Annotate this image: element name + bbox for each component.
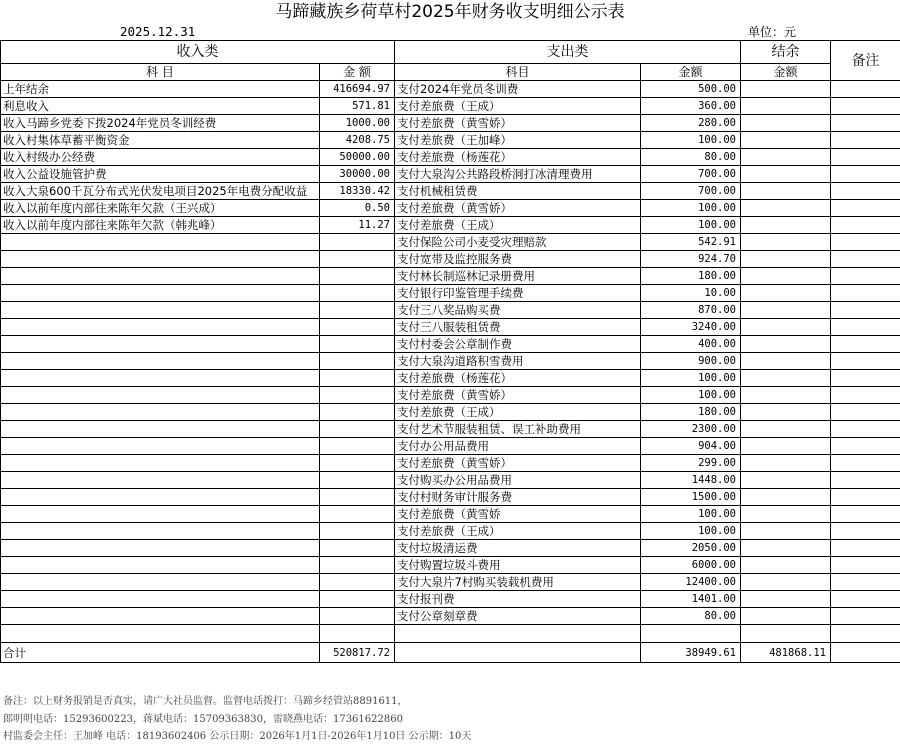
expense-subject-cell: 支付2024年党员冬训费 bbox=[395, 81, 641, 98]
income-amount-cell bbox=[320, 353, 395, 370]
income-amount-cell bbox=[320, 404, 395, 421]
income-subject-cell: 利息收入 bbox=[1, 98, 320, 115]
remark-cell bbox=[831, 438, 900, 455]
income-subject-cell bbox=[1, 574, 320, 591]
income-subject-cell bbox=[1, 421, 320, 438]
expense-subject-cell: 支付差旅费（王成） bbox=[395, 217, 641, 234]
balance-amount-header: 金额 bbox=[741, 64, 831, 81]
income-subject-cell: 收入马蹄乡党委下拨2024年党员冬训经费 bbox=[1, 115, 320, 132]
remark-cell bbox=[831, 353, 900, 370]
income-amount-cell bbox=[320, 336, 395, 353]
table-row bbox=[1, 438, 900, 455]
finance-table-body bbox=[1, 41, 900, 663]
remark-cell bbox=[831, 268, 900, 285]
balance-amount-cell bbox=[741, 455, 831, 472]
remark-cell bbox=[831, 540, 900, 557]
income-amount-cell: 0.50 bbox=[320, 200, 395, 217]
table-row bbox=[1, 506, 900, 523]
remark-cell bbox=[831, 591, 900, 608]
balance-amount-cell bbox=[741, 353, 831, 370]
income-subject-cell bbox=[1, 540, 320, 557]
remark-cell bbox=[831, 81, 900, 98]
table-row bbox=[1, 183, 900, 200]
remark-cell bbox=[831, 574, 900, 591]
empty-cell bbox=[641, 625, 741, 643]
remark-cell bbox=[831, 370, 900, 387]
remark-cell bbox=[831, 200, 900, 217]
expense-amount-cell: 100.00 bbox=[641, 217, 741, 234]
income-amount-cell bbox=[320, 370, 395, 387]
expense-subject-cell: 支付差旅费（黄雪娇） bbox=[395, 455, 641, 472]
expense-subject-cell: 支付差旅费（黄雪娇） bbox=[395, 387, 641, 404]
income-amount-cell bbox=[320, 506, 395, 523]
total-label: 合计 bbox=[1, 643, 320, 663]
table-row bbox=[1, 98, 900, 115]
balance-amount-cell bbox=[741, 540, 831, 557]
income-subject-cell bbox=[1, 234, 320, 251]
table-row bbox=[1, 557, 900, 574]
remark-cell bbox=[831, 234, 900, 251]
table-row bbox=[1, 489, 900, 506]
expense-subject-cell: 支付差旅费（王加峰） bbox=[395, 132, 641, 149]
income-subject-cell bbox=[1, 319, 320, 336]
page-title: 马蹄藏族乡荷草村2025年财务收支明细公示表 bbox=[275, 2, 625, 22]
expense-subject-cell: 支付差旅费（黄雪娇 bbox=[395, 506, 641, 523]
income-amount-cell bbox=[320, 234, 395, 251]
table-row bbox=[1, 268, 900, 285]
balance-amount-cell bbox=[741, 574, 831, 591]
remark-cell bbox=[831, 336, 900, 353]
income-subject-cell bbox=[1, 455, 320, 472]
income-subject-cell: 收入以前年度内部往来陈年欠款（王兴成） bbox=[1, 200, 320, 217]
income-amount-cell bbox=[320, 438, 395, 455]
balance-amount-cell bbox=[741, 472, 831, 489]
balance-amount-cell bbox=[741, 234, 831, 251]
remark-cell bbox=[831, 506, 900, 523]
income-subject-cell: 上年结余 bbox=[1, 81, 320, 98]
table-row bbox=[1, 302, 900, 319]
expense-amount-cell: 100.00 bbox=[641, 200, 741, 217]
income-subject-cell bbox=[1, 472, 320, 489]
remark-cell bbox=[831, 217, 900, 234]
income-subject-cell: 收入以前年度内部往来陈年欠款（韩兆峰） bbox=[1, 217, 320, 234]
table-row bbox=[1, 217, 900, 234]
income-subject-cell bbox=[1, 489, 320, 506]
table-row bbox=[1, 591, 900, 608]
expense-amount-cell: 700.00 bbox=[641, 183, 741, 200]
expense-amount-cell: 870.00 bbox=[641, 302, 741, 319]
expense-subject-cell: 支付林长制巡林记录册费用 bbox=[395, 268, 641, 285]
expense-amount-cell: 100.00 bbox=[641, 506, 741, 523]
empty-cell bbox=[831, 625, 900, 643]
finance-table bbox=[0, 40, 900, 663]
expense-amount-cell: 542.91 bbox=[641, 234, 741, 251]
expense-amount-cell: 299.00 bbox=[641, 455, 741, 472]
table-row bbox=[1, 421, 900, 438]
income-subject-cell bbox=[1, 506, 320, 523]
balance-header: 结余 bbox=[741, 41, 831, 64]
category-header-row bbox=[1, 41, 900, 64]
income-subject-cell bbox=[1, 336, 320, 353]
expense-subject-cell: 支付三八奖品购买费 bbox=[395, 302, 641, 319]
table-row bbox=[1, 285, 900, 302]
balance-amount-cell bbox=[741, 183, 831, 200]
income-subject-header: 科 目 bbox=[1, 64, 320, 81]
expense-amount-cell: 2300.00 bbox=[641, 421, 741, 438]
table-row bbox=[1, 455, 900, 472]
column-header-row bbox=[1, 64, 900, 81]
table-row bbox=[1, 200, 900, 217]
remark-cell bbox=[831, 319, 900, 336]
income-subject-cell bbox=[1, 438, 320, 455]
expense-subject-cell: 支付差旅费（黄雪娇） bbox=[395, 115, 641, 132]
income-amount-cell bbox=[320, 591, 395, 608]
expense-subject-cell: 支付大泉沟公共路段桥洞打冰清理费用 bbox=[395, 166, 641, 183]
expense-amount-cell: 500.00 bbox=[641, 81, 741, 98]
footer-notes bbox=[3, 693, 471, 746]
total-income: 520817.72 bbox=[320, 643, 395, 663]
table-row bbox=[1, 234, 900, 251]
expense-subject-cell: 支付三八服装租赁费 bbox=[395, 319, 641, 336]
expense-amount-cell: 100.00 bbox=[641, 387, 741, 404]
income-amount-cell bbox=[320, 608, 395, 625]
balance-amount-cell bbox=[741, 506, 831, 523]
balance-amount-cell bbox=[741, 404, 831, 421]
table-row bbox=[1, 336, 900, 353]
footer-line: 村监委会主任：王加峰 电话：18193602406 公示日期：2026年1月1日-2026年1月10日 公示期：10天 bbox=[3, 731, 472, 742]
expense-subject-cell: 支付购买办公用品费用 bbox=[395, 472, 641, 489]
table-row bbox=[1, 81, 900, 98]
balance-amount-cell bbox=[741, 81, 831, 98]
balance-amount-cell bbox=[741, 319, 831, 336]
expense-amount-cell: 904.00 bbox=[641, 438, 741, 455]
expense-subject-cell: 支付公章刻章费 bbox=[395, 608, 641, 625]
income-subject-cell bbox=[1, 251, 320, 268]
remark-cell bbox=[831, 523, 900, 540]
remark-cell bbox=[831, 251, 900, 268]
remark-cell bbox=[831, 472, 900, 489]
income-subject-cell bbox=[1, 523, 320, 540]
expense-amount-cell: 280.00 bbox=[641, 115, 741, 132]
table-row bbox=[1, 523, 900, 540]
income-amount-cell: 50000.00 bbox=[320, 149, 395, 166]
balance-amount-cell bbox=[741, 98, 831, 115]
income-amount-cell bbox=[320, 472, 395, 489]
income-amount-cell: 30000.00 bbox=[320, 166, 395, 183]
empty-cell bbox=[320, 625, 395, 643]
table-row bbox=[1, 251, 900, 268]
income-amount-cell bbox=[320, 557, 395, 574]
expense-subject-cell: 支付保险公司小麦受灾理赔款 bbox=[395, 234, 641, 251]
expense-amount-cell: 180.00 bbox=[641, 268, 741, 285]
expense-amount-cell: 924.70 bbox=[641, 251, 741, 268]
balance-amount-cell bbox=[741, 149, 831, 166]
remark-cell bbox=[831, 302, 900, 319]
table-row bbox=[1, 608, 900, 625]
balance-amount-cell bbox=[741, 302, 831, 319]
table-row bbox=[1, 370, 900, 387]
income-amount-cell bbox=[320, 574, 395, 591]
income-amount-cell bbox=[320, 455, 395, 472]
expense-subject-cell: 支付艺术节服装租赁、误工补助费用 bbox=[395, 421, 641, 438]
expense-amount-cell: 12400.00 bbox=[641, 574, 741, 591]
income-subject-cell: 收入村集体草蓄平衡资金 bbox=[1, 132, 320, 149]
expense-amount-cell: 6000.00 bbox=[641, 557, 741, 574]
balance-amount-cell bbox=[741, 557, 831, 574]
table-row bbox=[1, 149, 900, 166]
remark-header: 备注 bbox=[831, 41, 900, 81]
expense-subject-cell: 支付差旅费（黄雪娇） bbox=[395, 200, 641, 217]
income-amount-cell bbox=[320, 268, 395, 285]
income-amount-cell: 416694.97 bbox=[320, 81, 395, 98]
balance-amount-cell bbox=[741, 591, 831, 608]
expense-amount-cell: 100.00 bbox=[641, 132, 741, 149]
expense-subject-cell: 支付差旅费（王成） bbox=[395, 404, 641, 421]
table-row bbox=[1, 115, 900, 132]
expense-amount-cell: 1500.00 bbox=[641, 489, 741, 506]
expense-subject-cell: 支付差旅费（杨莲花） bbox=[395, 149, 641, 166]
remark-cell bbox=[831, 115, 900, 132]
expense-amount-cell: 180.00 bbox=[641, 404, 741, 421]
income-subject-cell: 收入大泉600千瓦分布式光伏发电项目2025年电费分配收益 bbox=[1, 183, 320, 200]
expense-amount-cell: 3240.00 bbox=[641, 319, 741, 336]
expense-amount-cell: 1401.00 bbox=[641, 591, 741, 608]
income-subject-cell bbox=[1, 268, 320, 285]
expense-amount-cell: 10.00 bbox=[641, 285, 741, 302]
income-amount-cell: 18330.42 bbox=[320, 183, 395, 200]
income-subject-cell: 收入公益设施管护费 bbox=[1, 166, 320, 183]
remark-cell bbox=[831, 421, 900, 438]
empty-cell bbox=[395, 625, 641, 643]
expense-amount-cell: 100.00 bbox=[641, 370, 741, 387]
balance-amount-cell bbox=[741, 285, 831, 302]
remark-cell bbox=[831, 404, 900, 421]
remark-cell bbox=[831, 183, 900, 200]
balance-amount-cell bbox=[741, 166, 831, 183]
expense-subject-cell: 支付报刊费 bbox=[395, 591, 641, 608]
balance-amount-cell bbox=[741, 200, 831, 217]
balance-amount-cell bbox=[741, 438, 831, 455]
balance-amount-cell bbox=[741, 421, 831, 438]
table-row bbox=[1, 472, 900, 489]
table-row bbox=[1, 353, 900, 370]
income-subject-cell bbox=[1, 387, 320, 404]
expense-amount-cell: 400.00 bbox=[641, 336, 741, 353]
total-row bbox=[1, 643, 900, 663]
expense-amount-cell: 900.00 bbox=[641, 353, 741, 370]
expense-subject-cell: 支付差旅费（杨莲花） bbox=[395, 370, 641, 387]
remark-cell bbox=[831, 166, 900, 183]
expense-subject-cell: 支付差旅费（王成） bbox=[395, 98, 641, 115]
expense-subject-cell: 支付宽带及监控服务费 bbox=[395, 251, 641, 268]
table-row bbox=[1, 319, 900, 336]
expense-amount-cell: 80.00 bbox=[641, 149, 741, 166]
table-row bbox=[1, 166, 900, 183]
balance-amount-cell bbox=[741, 608, 831, 625]
remark-cell bbox=[831, 608, 900, 625]
balance-amount-cell bbox=[741, 489, 831, 506]
balance-amount-cell bbox=[741, 268, 831, 285]
income-amount-cell bbox=[320, 387, 395, 404]
footer-line: 郎明明电话：15293600223，蒋斌电话：15709363830，雷晓燕电话：17361622860 bbox=[3, 713, 403, 725]
remark-cell bbox=[831, 489, 900, 506]
balance-amount-cell bbox=[741, 387, 831, 404]
income-amount-cell: 4208.75 bbox=[320, 132, 395, 149]
expense-subject-cell: 支付垃圾清运费 bbox=[395, 540, 641, 557]
income-amount-cell bbox=[320, 302, 395, 319]
income-subject-cell bbox=[1, 302, 320, 319]
expense-header: 支出类 bbox=[395, 41, 741, 64]
balance-amount-cell bbox=[741, 523, 831, 540]
remark-cell bbox=[831, 455, 900, 472]
income-amount-cell: 1000.00 bbox=[320, 115, 395, 132]
balance-amount-cell bbox=[741, 115, 831, 132]
expense-subject-cell: 支付银行印鉴管理手续费 bbox=[395, 285, 641, 302]
income-amount-cell bbox=[320, 489, 395, 506]
empty-cell bbox=[831, 643, 900, 663]
expense-subject-cell: 支付购置垃圾斗费用 bbox=[395, 557, 641, 574]
income-header: 收入类 bbox=[1, 41, 395, 64]
income-subject-cell bbox=[1, 404, 320, 421]
expense-amount-cell: 360.00 bbox=[641, 98, 741, 115]
blank-row bbox=[1, 625, 900, 643]
income-amount-cell: 11.27 bbox=[320, 217, 395, 234]
total-balance: 481868.11 bbox=[741, 643, 831, 663]
income-subject-cell bbox=[1, 353, 320, 370]
remark-cell bbox=[831, 132, 900, 149]
income-subject-cell bbox=[1, 591, 320, 608]
expense-subject-cell: 支付村委会公章制作费 bbox=[395, 336, 641, 353]
income-subject-cell bbox=[1, 557, 320, 574]
remark-cell bbox=[831, 387, 900, 404]
balance-amount-cell bbox=[741, 336, 831, 353]
balance-amount-cell bbox=[741, 251, 831, 268]
expense-subject-cell: 支付村财务审计服务费 bbox=[395, 489, 641, 506]
report-date: 2025.12.31 bbox=[120, 24, 196, 39]
expense-amount-cell: 80.00 bbox=[641, 608, 741, 625]
table-row bbox=[1, 574, 900, 591]
balance-amount-cell bbox=[741, 370, 831, 387]
remark-cell bbox=[831, 98, 900, 115]
expense-subject-cell: 支付差旅费（王成） bbox=[395, 523, 641, 540]
income-subject-cell: 收入村级办公经费 bbox=[1, 149, 320, 166]
empty-cell bbox=[395, 643, 641, 663]
expense-amount-header: 金额 bbox=[641, 64, 741, 81]
income-amount-cell bbox=[320, 540, 395, 557]
expense-subject-cell: 支付大泉沟道路积雪费用 bbox=[395, 353, 641, 370]
total-expense: 38949.61 bbox=[641, 643, 741, 663]
expense-amount-cell: 1448.00 bbox=[641, 472, 741, 489]
income-amount-cell: 571.81 bbox=[320, 98, 395, 115]
empty-cell bbox=[741, 625, 831, 643]
balance-amount-cell bbox=[741, 132, 831, 149]
income-amount-cell bbox=[320, 421, 395, 438]
income-subject-cell bbox=[1, 370, 320, 387]
currency-unit: 单位：元 bbox=[748, 25, 797, 39]
income-amount-cell bbox=[320, 285, 395, 302]
table-row bbox=[1, 404, 900, 421]
balance-amount-cell bbox=[741, 217, 831, 234]
expense-subject-cell: 支付机械租赁费 bbox=[395, 183, 641, 200]
table-row bbox=[1, 540, 900, 557]
remark-cell bbox=[831, 149, 900, 166]
expense-subject-cell: 支付办公用品费用 bbox=[395, 438, 641, 455]
expense-subject-cell: 支付大泉片7村购买装载机费用 bbox=[395, 574, 641, 591]
expense-amount-cell: 2050.00 bbox=[641, 540, 741, 557]
income-subject-cell bbox=[1, 608, 320, 625]
empty-cell bbox=[1, 625, 320, 643]
income-amount-cell bbox=[320, 523, 395, 540]
expense-subject-header: 科目 bbox=[395, 64, 641, 81]
income-amount-cell bbox=[320, 319, 395, 336]
income-amount-header: 金 额 bbox=[320, 64, 395, 81]
remark-cell bbox=[831, 557, 900, 574]
expense-amount-cell: 100.00 bbox=[641, 523, 741, 540]
table-row bbox=[1, 387, 900, 404]
expense-amount-cell: 700.00 bbox=[641, 166, 741, 183]
remark-cell bbox=[831, 285, 900, 302]
income-subject-cell bbox=[1, 285, 320, 302]
income-amount-cell bbox=[320, 251, 395, 268]
table-row bbox=[1, 132, 900, 149]
footer-line: 备注：以上财务报销是否真实，请广大社员监督。监督电话拨打：马蹄乡经管站8891611， bbox=[3, 696, 408, 707]
